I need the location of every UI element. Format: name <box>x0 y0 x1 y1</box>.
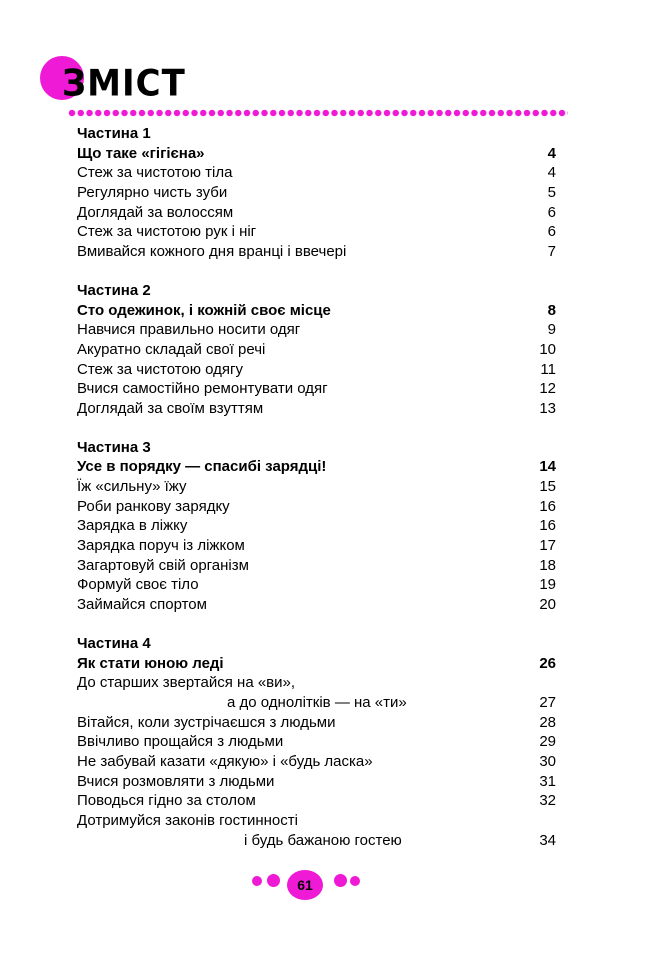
toc-entry-page: 26 <box>539 654 556 672</box>
toc-entry-title: Роби ранкову зарядку <box>77 497 230 515</box>
toc-entry <box>77 556 556 576</box>
footer-dot <box>350 876 360 886</box>
toc-entry-title: Акуратно складай свої речі <box>77 340 266 358</box>
toc-entry-page: 14 <box>539 458 556 476</box>
toc-entry-title: Не забувай казати «дякую» і «будь ласка» <box>77 752 373 770</box>
part-title <box>77 281 556 301</box>
toc-entry-title: Вчися самостійно ремонтувати одяг <box>77 380 328 398</box>
toc-entry-title: а до однолітків — на «ти» <box>227 693 407 711</box>
toc-entry-title: Що таке «гігієна» <box>77 144 205 162</box>
toc-entry <box>77 536 556 556</box>
page-footer <box>0 868 652 908</box>
toc-entry <box>77 242 556 262</box>
toc-entry <box>77 497 556 517</box>
part-title-label: Частина 1 <box>77 125 151 142</box>
toc-entry-title: Загартовуй свій організм <box>77 556 249 574</box>
toc-entry-page: 16 <box>539 517 556 535</box>
part-title-label: Частина 2 <box>77 281 151 299</box>
toc-entry-title: Регулярно чисть зуби <box>77 184 228 202</box>
toc-entry-title: Зарядка поруч із ліжком <box>77 537 245 555</box>
toc-entry-page: 27 <box>539 693 556 711</box>
toc-entry-title: Як стати юною леді <box>77 654 224 672</box>
toc-entry <box>77 183 556 203</box>
toc-entry-title: Доглядай за своїм взуттям <box>77 399 264 417</box>
toc-entry-page: 4 <box>547 144 556 162</box>
toc-entry <box>77 673 556 693</box>
toc-entry-page: 12 <box>539 380 556 398</box>
toc-entry-page: 28 <box>539 713 556 731</box>
footer-dot <box>252 876 262 886</box>
toc-entry-page: 29 <box>539 733 556 751</box>
part-title-label: Частина 3 <box>77 438 151 456</box>
toc-entry <box>77 340 556 360</box>
toc-entry-title: Вмивайся кожного дня вранці і ввечері <box>77 243 347 261</box>
toc-entry-title: Стеж за чистотою тіла <box>77 164 233 182</box>
toc-entry <box>77 831 556 851</box>
toc-entry <box>77 516 556 536</box>
dotted-divider <box>68 109 568 117</box>
toc-entry <box>77 163 556 183</box>
toc-entry-title: До старших звертайся на «ви», <box>77 674 296 692</box>
toc-entry <box>77 360 556 380</box>
toc-entry <box>77 713 556 733</box>
toc-entry-page: 7 <box>547 243 556 261</box>
toc-part-3 <box>77 438 556 615</box>
toc-entry-page: 16 <box>539 497 556 515</box>
toc-entry-page: 32 <box>539 792 556 810</box>
toc-entry-title: Їж «сильну» їжу <box>77 478 187 495</box>
toc-entry-page: 15 <box>539 478 556 495</box>
toc-entry <box>77 654 556 674</box>
toc-entry <box>77 320 556 340</box>
toc-entry-title: Навчися правильно носити одяг <box>77 321 301 339</box>
toc-entry-title: Вчися розмовляти з людьми <box>77 772 275 790</box>
toc-entry-page: 19 <box>539 576 556 594</box>
toc-entry-page: 13 <box>539 399 556 417</box>
toc-entry-title: Займайся спортом <box>77 596 207 614</box>
toc-entry-page: 30 <box>539 752 556 770</box>
toc-entry-title: Сто одежинок, і кожній своє місце <box>77 301 331 319</box>
part-title <box>77 124 556 144</box>
toc-entry-title: Доглядай за волоссям <box>77 203 234 221</box>
toc-entry-title: Стеж за чистотою рук і ніг <box>77 223 257 241</box>
toc-entry-title: Усе в порядку — спасибі зарядці! <box>77 458 327 476</box>
part-title <box>77 634 556 654</box>
toc-part-1 <box>77 124 556 262</box>
toc-entry-page: 10 <box>539 340 556 358</box>
toc-entry <box>77 575 556 595</box>
toc-entry-page: 8 <box>547 301 556 319</box>
toc-entry-title: і будь бажаною гостею <box>244 831 402 849</box>
toc-entry <box>77 595 556 615</box>
page-number: 61 <box>287 870 323 900</box>
toc-entry-page: 34 <box>539 831 556 849</box>
footer-dot <box>334 874 347 887</box>
toc-entry <box>77 752 556 772</box>
page-title: ЗМІСТ <box>62 62 186 106</box>
toc-part-4 <box>77 634 556 851</box>
toc-part-2 <box>77 281 556 419</box>
footer-dot <box>267 874 280 887</box>
toc-entry <box>77 457 556 477</box>
part-title <box>77 438 556 458</box>
toc-entry-title: Дотримуйся законів гостинності <box>77 812 298 829</box>
toc-entry <box>77 144 556 164</box>
toc-entry-page: 9 <box>547 321 556 339</box>
toc-entry-page: 17 <box>539 537 556 555</box>
toc-entry-title: Поводься гідно за столом <box>77 792 256 810</box>
toc-entry-title: Формуй своє тіло <box>77 576 199 594</box>
toc-entry-page: 5 <box>547 184 556 202</box>
toc-entry <box>77 693 556 713</box>
toc-entry <box>77 379 556 399</box>
toc-entry-page: 6 <box>547 203 556 221</box>
toc-entry-title: Стеж за чистотою одягу <box>77 360 244 378</box>
toc-entry-title: Ввічливо прощайся з людьми <box>77 733 284 751</box>
toc-entry-title: Вітайся, коли зустрічаєшся з людьми <box>77 713 336 731</box>
toc-entry <box>77 222 556 242</box>
toc-entry-page: 31 <box>539 772 556 790</box>
toc-entry-page: 4 <box>547 164 556 182</box>
table-of-contents <box>77 124 556 850</box>
toc-entry-page: 18 <box>539 556 556 574</box>
toc-entry <box>77 772 556 792</box>
toc-entry <box>77 399 556 419</box>
toc-entry <box>77 203 556 223</box>
toc-entry-title: Зарядка в ліжку <box>77 517 188 535</box>
toc-entry <box>77 811 556 831</box>
toc-entry <box>77 301 556 321</box>
toc-entry-page: 20 <box>539 596 556 614</box>
toc-entry-page: 6 <box>547 223 556 241</box>
toc-entry <box>77 732 556 752</box>
part-title-label: Частина 4 <box>77 634 151 652</box>
toc-entry <box>77 477 556 497</box>
toc-heading-block <box>40 50 186 110</box>
toc-entry <box>77 791 556 811</box>
toc-entry-page: 11 <box>540 360 556 378</box>
